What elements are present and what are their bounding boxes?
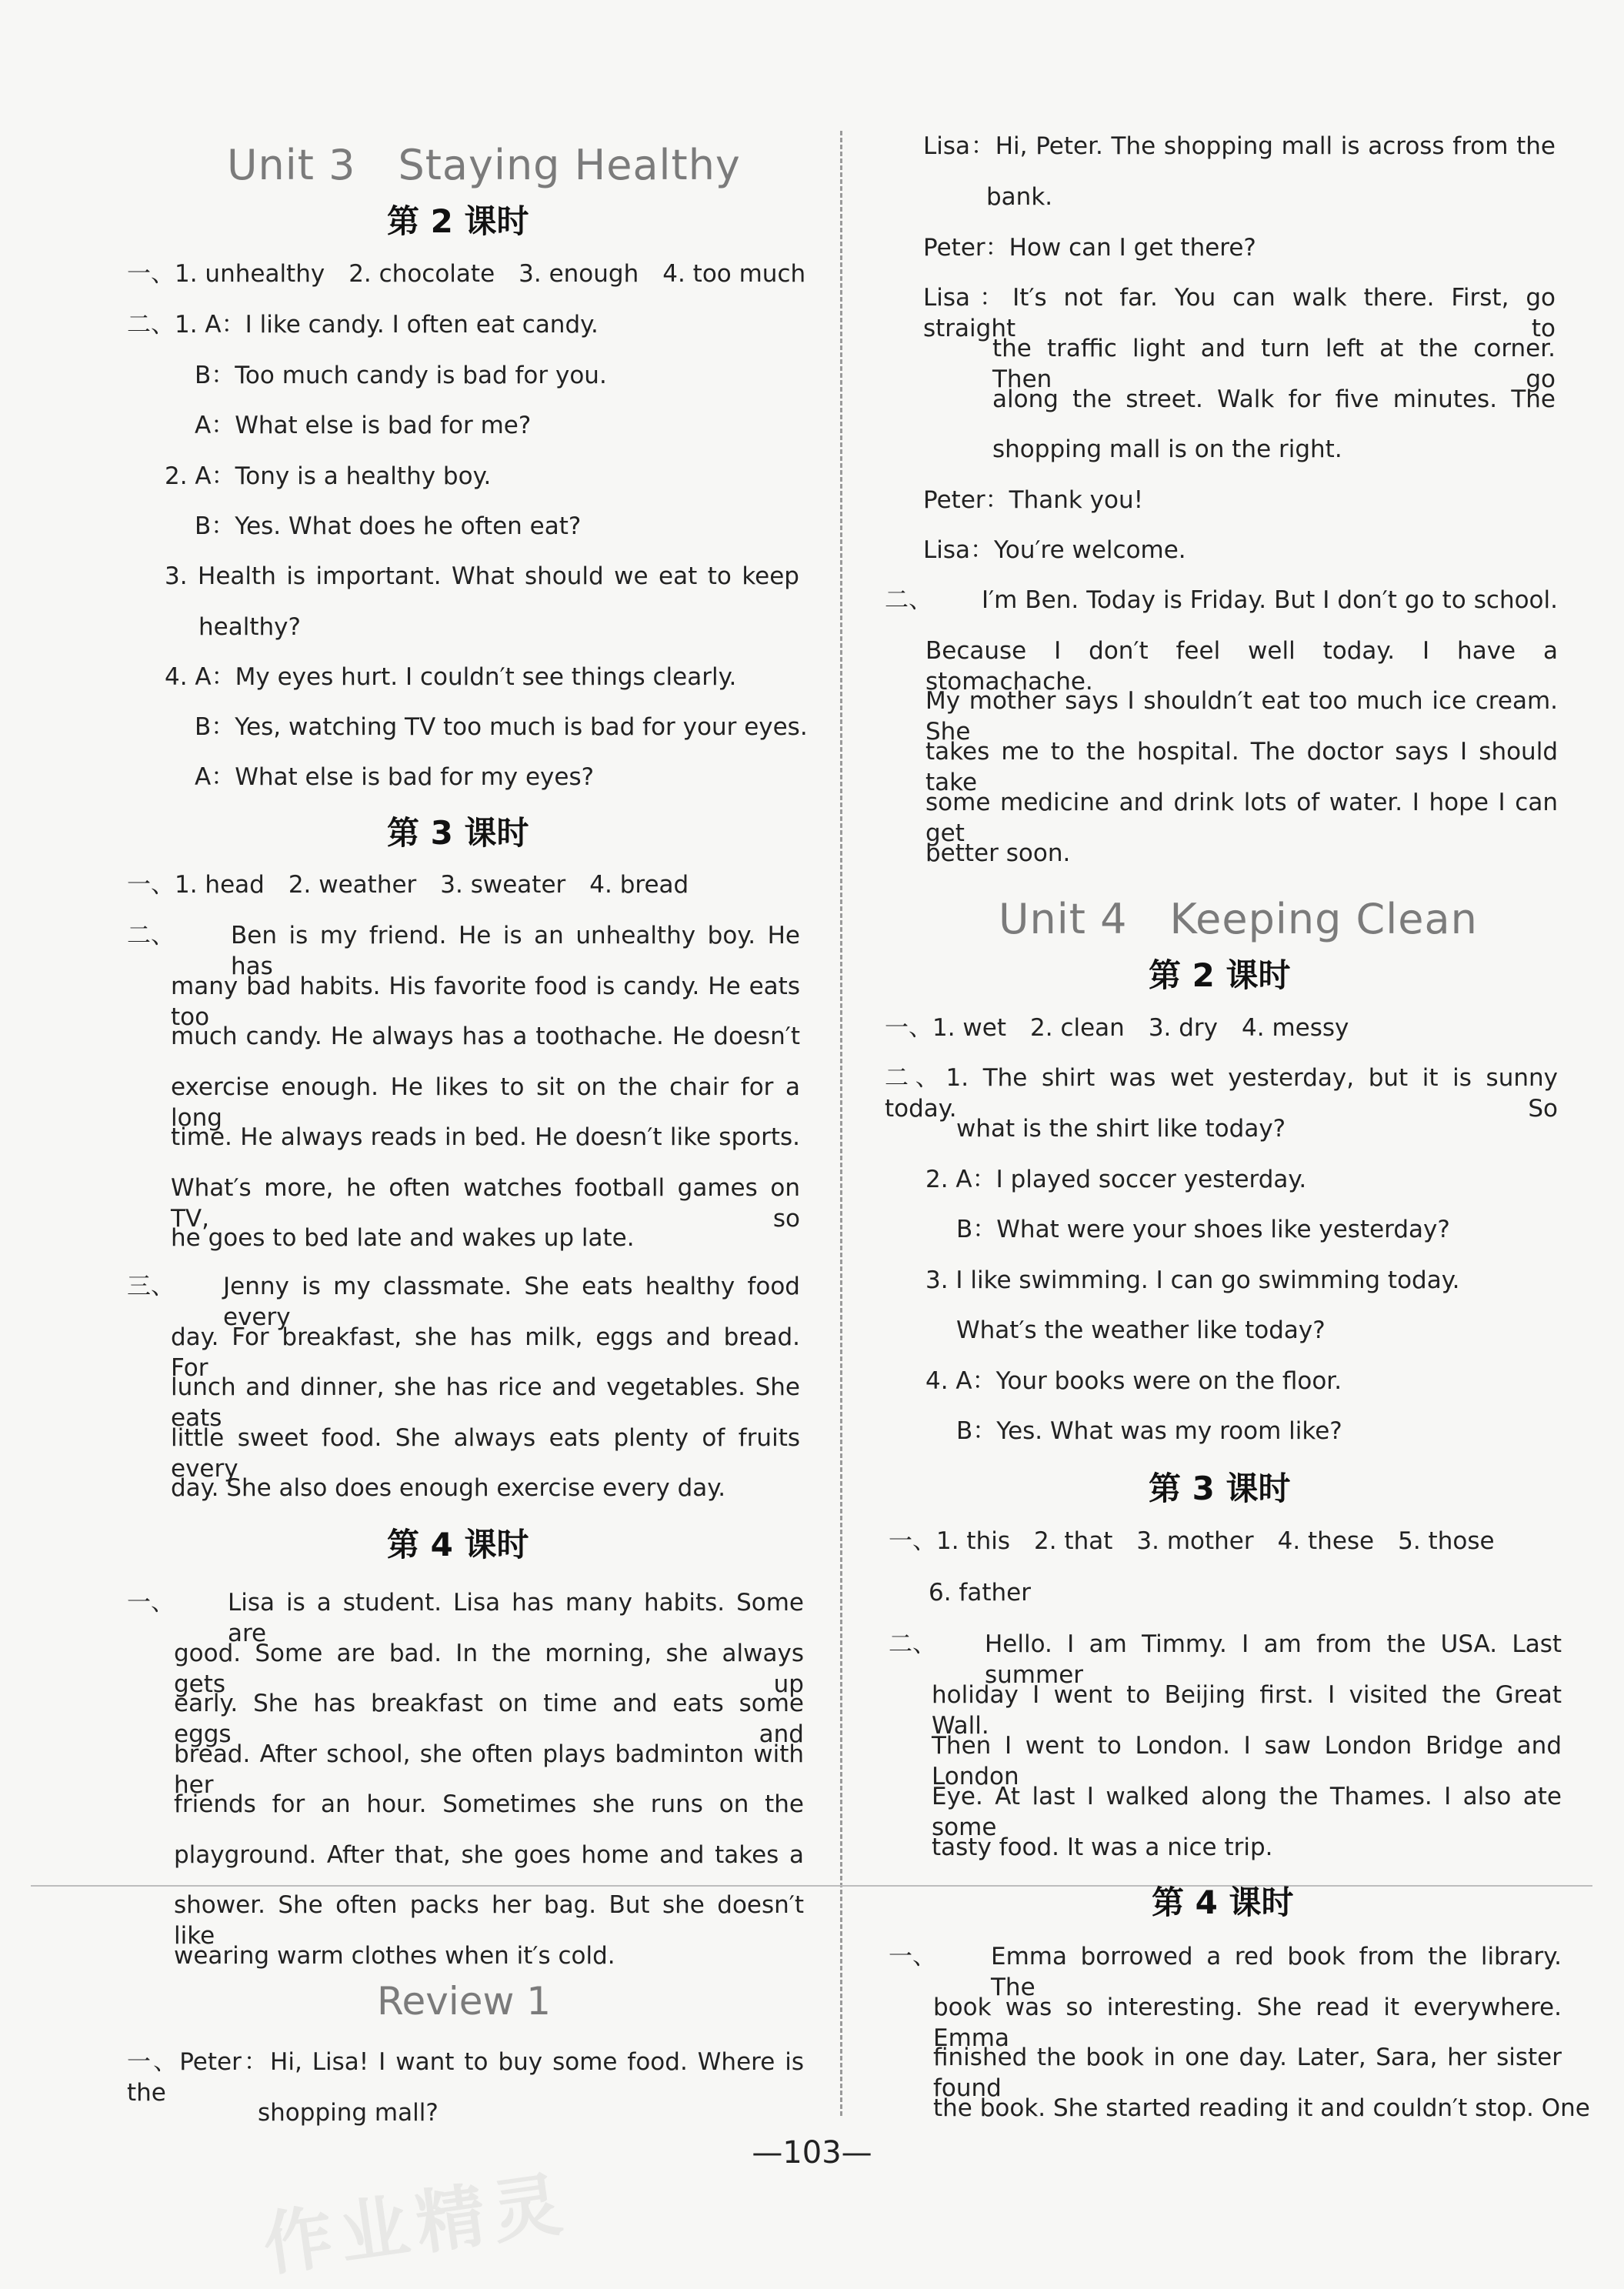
answer-line: 2. A：I played soccer yesterday. (925, 1166, 1307, 1193)
answer-line: 2. A：Tony is a healthy boy. (165, 462, 492, 490)
answer-line: B：Yes. What was my room like? (956, 1417, 1342, 1445)
passage-line: lunch and dinner, she has rice and vegetables. She eats (171, 1373, 800, 1432)
section-label: 三、 (127, 1273, 175, 1300)
answer-line: What′s the weather like today? (956, 1316, 1326, 1344)
passage-line: Emma borrowed a red book from the library. The (991, 1943, 1562, 2001)
lesson-title: 第 2 课时 (387, 202, 529, 240)
review-title: Review 1 (377, 1979, 552, 2024)
section-label: 二、 (885, 586, 932, 614)
lesson-title: 第 4 课时 (387, 1526, 529, 1563)
answer-line: Lisa：It′s not far. You can walk there. First, go straight to (923, 284, 1556, 342)
unit3-title: Unit 3 Staying Healthy (227, 141, 741, 189)
answer-line: B：Yes, watching TV too much is bad for your eyes. (195, 713, 808, 741)
answer-line: Lisa：Hi, Peter. The shopping mall is across from the (923, 132, 1556, 160)
passage-line: friends for an hour. Sometimes she runs on the (174, 1790, 804, 1818)
answer-line: along the street. Walk for five minutes. The (992, 385, 1556, 413)
answer-line: A：What else is bad for my eyes? (195, 763, 595, 791)
answer-line: Lisa：You′re welcome. (923, 536, 1186, 564)
passage-line: playground. After that, she goes home and takes a (174, 1840, 804, 1869)
answer-line: 一、Peter：Hi, Lisa! I want to buy some food. Where is the (127, 2048, 804, 2107)
answer-line: B：Too much candy is bad for you. (195, 362, 607, 389)
passage-line: Ben is my friend. He is an unhealthy boy. He has (231, 922, 800, 980)
answer-line: 二、1. The shirt was wet yesterday, but it is sunny today. So (885, 1064, 1558, 1123)
answer-line: 6. father (929, 1579, 1031, 1607)
answer-line: A：What else is bad for me? (195, 412, 532, 439)
answer-line: B：Yes. What does he often eat? (195, 512, 582, 540)
lesson-title: 第 3 课时 (387, 814, 529, 852)
answer-line: 3. I like swimming. I can go swimming today. (925, 1266, 1460, 1294)
answer-line: shopping mall is on the right. (992, 435, 1342, 463)
passage-line: Eye. At last I walked along the Thames. I also ate some (932, 1783, 1562, 1841)
passage-line: finished the book in one day. Later, Sara, her sister found (933, 2044, 1562, 2102)
answer-line: 4. A：My eyes hurt. I couldn′t see things clearly. (165, 663, 737, 691)
passage-line: he goes to bed late and wakes up late. (171, 1224, 635, 1252)
answer-line: what is the shirt like today? (956, 1115, 1286, 1143)
passage-line: much candy. He always has a toothache. He doesn′t (171, 1023, 800, 1050)
section-label: 二、 (889, 1630, 936, 1658)
answer-line: 一、1. unhealthy 2. chocolate 3. enough 4. too much (127, 260, 806, 288)
passage-line: Hello. I am Timmy. I am from the USA. Last summer (985, 1630, 1562, 1689)
passage-line: Because I don′t feel well today. I have a stomachache. (925, 636, 1558, 696)
passage-line: the book. She started reading it and couldn′t stop. One (933, 2094, 1590, 2122)
passage-line: I′m Ben. Today is Friday. But I don′t go to school. (982, 586, 1558, 614)
answer-line: 一、1. wet 2. clean 3. dry 4. messy (885, 1014, 1349, 1042)
passage-line: What′s more, he often watches football games on TV, so (171, 1173, 800, 1233)
lesson-title: 第 4 课时 (1152, 1884, 1294, 1921)
page-number: —103— (752, 2135, 872, 2171)
fold-line (31, 1885, 1592, 1887)
answer-line: shopping mall? (258, 2099, 439, 2127)
passage-line: Jenny is my classmate. She eats healthy food every (223, 1273, 800, 1331)
answer-line: 3. Health is important. What should we eat to keep (165, 562, 799, 590)
answer-line: Peter：How can I get there? (923, 234, 1256, 262)
passage-line: time. He always reads in bed. He doesn′t like sports. (171, 1123, 800, 1151)
answer-line: healthy? (198, 613, 301, 641)
passage-line: wearing warm clothes when it′s cold. (174, 1941, 615, 1970)
lesson-title: 第 3 课时 (1149, 1470, 1291, 1507)
answer-line: 一、1. this 2. that 3. mother 4. these 5. those (889, 1527, 1495, 1555)
answer-line: Peter：Thank you! (923, 486, 1144, 514)
answer-line: 一、1. head 2. weather 3. sweater 4. bread (127, 871, 689, 899)
passage-line: holiday I went to Beijing first. I visited the Great Wall. (932, 1681, 1562, 1740)
passage-line: little sweet food. She always eats plenty of fruits every (171, 1423, 800, 1483)
section-label: 一、 (889, 1943, 936, 1970)
answer-line: B：What were your shoes like yesterday? (956, 1216, 1450, 1243)
passage-line: good. Some are bad. In the morning, she always gets up (174, 1639, 804, 1698)
answer-line: bank. (986, 183, 1053, 211)
passage-line: tasty food. It was a nice trip. (932, 1834, 1273, 1861)
passage-line: book was so interesting. She read it everywhere. Emma (933, 1993, 1562, 2052)
passage-line: some medicine and drink lots of water. I hope I can get (925, 788, 1558, 847)
passage-line: Lisa is a student. Lisa has many habits. Some are (228, 1589, 804, 1647)
passage-line: bread. After school, she often plays badminton with her (174, 1740, 804, 1799)
answer-line: 二、1. A：I like candy. I often eat candy. (127, 311, 599, 339)
answer-line: 4. A：Your books were on the floor. (925, 1367, 1342, 1395)
unit4-title: Unit 4 Keeping Clean (999, 895, 1478, 943)
passage-line: better soon. (925, 839, 1071, 867)
column-divider (840, 131, 842, 2116)
passage-line: exercise enough. He likes to sit on the chair for a long (171, 1073, 800, 1132)
passage-line: early. She has breakfast on time and eats some eggs and (174, 1690, 804, 1748)
passage-line: Then I went to London. I saw London Bridge and London (932, 1732, 1562, 1790)
watermark: 作业精灵 (258, 2163, 575, 2287)
passage-line: shower. She often packs her bag. But she doesn′t like (174, 1891, 804, 1950)
passage-line: many bad habits. His favorite food is candy. He eats too (171, 972, 800, 1031)
passage-line: day. She also does enough exercise every day. (171, 1474, 726, 1502)
passage-line: My mother says I shouldn′t eat too much ice cream. She (925, 687, 1558, 746)
section-label: 二、 (127, 922, 175, 949)
passage-line: day. For breakfast, she has milk, eggs and bread. For (171, 1323, 800, 1382)
passage-line: takes me to the hospital. The doctor says I should take (925, 738, 1558, 797)
lesson-title: 第 2 课时 (1149, 956, 1291, 994)
section-label: 一、 (127, 1589, 175, 1617)
answer-line: the traffic light and turn left at the corner. Then go (992, 335, 1556, 393)
